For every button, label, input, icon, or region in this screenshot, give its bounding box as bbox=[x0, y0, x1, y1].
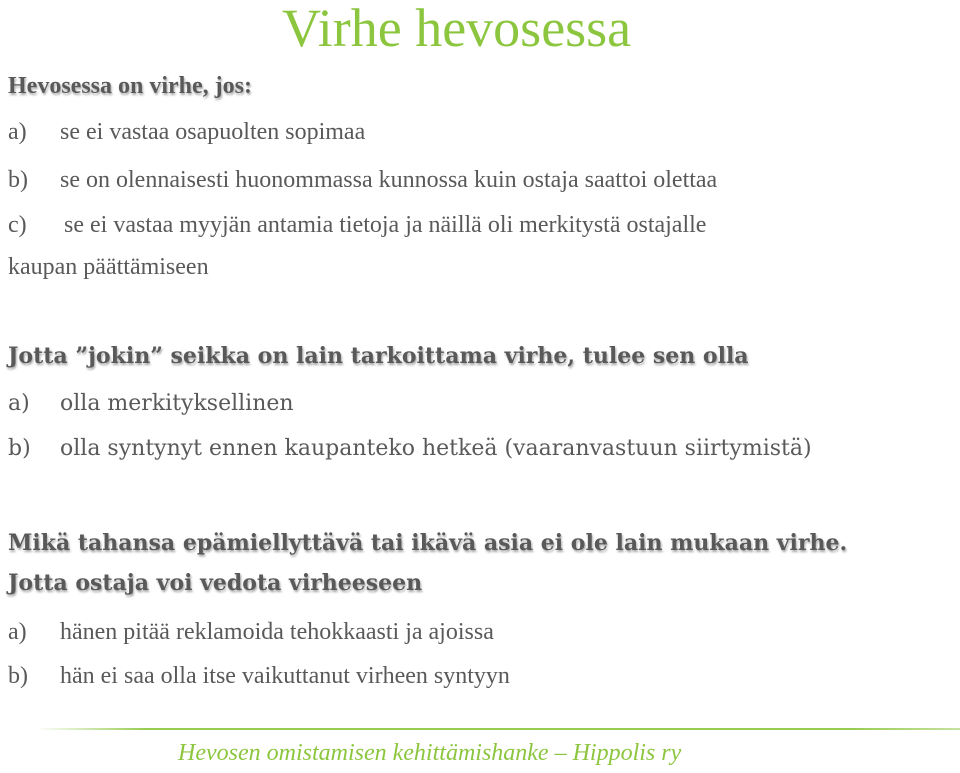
list-marker: a) bbox=[8, 391, 30, 416]
list-item-text: se ei vastaa myyjän antamia tietoja ja näillä oli merkitystä ostajalle bbox=[64, 212, 707, 238]
list-item-text: olla syntynyt ennen kaupanteko hetkeä (vaaranvastuun siirtymistä) bbox=[60, 436, 812, 461]
list-marker: b) bbox=[8, 663, 28, 689]
page-title: Virhe hevosessa bbox=[282, 0, 632, 58]
list-item bbox=[8, 618, 494, 646]
list-item-text: hän ei saa olla itse vaikuttanut virheen syntyyn bbox=[60, 663, 510, 689]
section3-statement: Mikä tahansa epämiellyttävä tai ikävä asia ei ole lain mukaan virhe. bbox=[8, 530, 848, 556]
list-marker: a) bbox=[8, 119, 27, 145]
list-marker: c) bbox=[8, 212, 27, 238]
list-item-continuation: kaupan päättämiseen bbox=[8, 254, 209, 280]
footer-text: Hevosen omistamisen kehittämishanke – Hippolis ry bbox=[178, 740, 682, 766]
list-item bbox=[8, 391, 294, 417]
section1-heading: Hevosessa on virhe, jos: bbox=[8, 73, 252, 99]
footer-divider bbox=[36, 728, 960, 730]
list-item bbox=[8, 118, 365, 146]
list-item-text: olla merkityksellinen bbox=[60, 391, 294, 416]
list-marker: b) bbox=[8, 167, 28, 193]
list-marker: a) bbox=[8, 619, 27, 645]
section2-heading: Jotta ”jokin” seikka on lain tarkoittama virhe, tulee sen olla bbox=[8, 343, 749, 369]
list-item-text: se on olennaisesti huonommassa kunnossa kuin ostaja saattoi olettaa bbox=[60, 167, 718, 193]
list-item bbox=[8, 662, 510, 690]
list-item-text: se ei vastaa osapuolten sopimaa bbox=[60, 119, 366, 145]
list-item bbox=[8, 211, 706, 239]
list-item-text: hänen pitää reklamoida tehokkaasti ja ajoissa bbox=[60, 619, 494, 645]
list-marker: b) bbox=[8, 436, 31, 461]
list-item bbox=[8, 436, 812, 462]
section3-heading: Jotta ostaja voi vedota virheeseen bbox=[8, 570, 423, 596]
list-item bbox=[8, 166, 717, 194]
